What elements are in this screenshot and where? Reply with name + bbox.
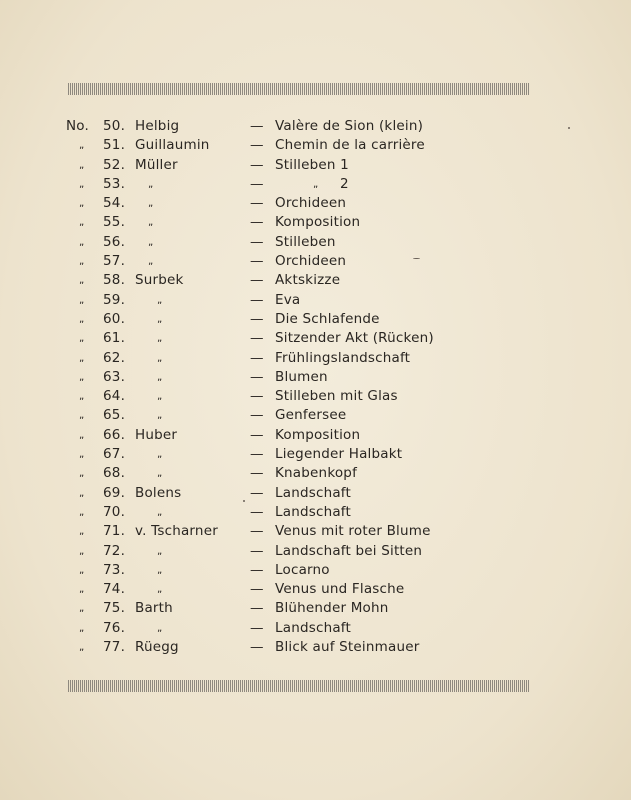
entry-dash: —	[250, 446, 264, 463]
entry-dash: —	[250, 639, 264, 656]
catalog-entry	[0, 387, 631, 406]
entry-artist: „	[157, 294, 163, 306]
entry-artist: v. Tscharner	[135, 523, 218, 540]
entry-number: 65.	[103, 407, 126, 424]
entry-artist: Helbig	[135, 118, 180, 134]
entry-number: 68.	[103, 465, 126, 482]
entry-artist: „	[157, 391, 163, 403]
entry-dash: —	[250, 523, 264, 540]
entry-prefix: „	[79, 159, 85, 171]
entry-dash: —	[250, 118, 264, 134]
entry-artist: „	[157, 410, 163, 422]
catalog-entry	[0, 599, 631, 618]
entry-number: 59.	[103, 291, 126, 308]
entry-number: 52.	[103, 156, 126, 173]
entry-artist: „	[157, 313, 163, 325]
entry-number: 54.	[103, 195, 126, 212]
entry-prefix: „	[79, 449, 85, 461]
entry-prefix: „	[79, 217, 85, 229]
entry-dash: —	[250, 272, 264, 289]
entry-artist: Surbek	[135, 272, 184, 289]
entry-artist: „	[157, 371, 163, 383]
entry-prefix: „	[79, 391, 85, 403]
entry-prefix: „	[79, 178, 85, 190]
entry-number: 50.	[103, 118, 126, 134]
entry-title: Blühender Mohn	[275, 600, 389, 617]
entry-number: 69.	[103, 484, 126, 501]
catalog-entry	[0, 638, 631, 657]
entry-number: 64.	[103, 388, 126, 405]
paper-speck	[243, 500, 245, 502]
catalog-entry	[0, 349, 631, 368]
entry-artist: „	[148, 198, 154, 210]
entry-dash: —	[250, 233, 264, 250]
entry-title: Aktskizze	[275, 272, 341, 289]
entry-title: „	[313, 178, 319, 190]
catalog-entry	[0, 542, 631, 561]
entry-prefix: „	[79, 352, 85, 364]
entry-dash: —	[250, 581, 264, 598]
entry-prefix: „	[79, 313, 85, 325]
entry-title: Komposition	[275, 426, 361, 443]
entry-prefix: „	[79, 506, 85, 518]
entry-title: Knabenkopf	[275, 465, 358, 482]
entry-title: Landschaft	[275, 484, 352, 501]
entry-dash: —	[250, 484, 264, 501]
entry-dash: —	[250, 561, 264, 578]
entry-title: Venus mit roter Blume	[275, 523, 431, 540]
entry-artist: „	[157, 506, 163, 518]
entry-title: Stilleben	[275, 233, 336, 250]
entry-title: Genfersee	[275, 407, 347, 424]
entry-artist: Bolens	[135, 484, 182, 501]
catalog-entry	[0, 406, 631, 425]
catalog-entry	[0, 522, 631, 541]
entry-dash: —	[250, 214, 264, 231]
catalog-entry	[0, 213, 631, 232]
entry-number: 62.	[103, 349, 126, 366]
entry-number: 67.	[103, 446, 126, 463]
bottom-decorative-rule	[68, 680, 529, 692]
entry-prefix: „	[79, 564, 85, 576]
entry-artist: „	[157, 545, 163, 557]
catalog-entry	[0, 561, 631, 580]
entry-prefix: „	[79, 256, 85, 268]
entry-dash: —	[250, 368, 264, 385]
entry-title: Liegender Halbakt	[275, 446, 403, 463]
entry-dash: —	[250, 156, 264, 173]
entry-dash: —	[250, 426, 264, 443]
entry-dash: —	[250, 407, 264, 424]
entry-title: Venus und Flasche	[275, 581, 405, 598]
top-decorative-rule	[68, 83, 529, 95]
catalog-entry	[0, 503, 631, 522]
entry-artist: „	[148, 256, 154, 268]
catalog-entry	[0, 271, 631, 290]
entry-number: 77.	[103, 639, 126, 656]
entry-number: 63.	[103, 368, 126, 385]
catalog-entry	[0, 426, 631, 445]
entry-dash: —	[250, 349, 264, 366]
entry-prefix: „	[79, 603, 85, 615]
entry-prefix: „	[79, 275, 85, 287]
entry-number: 51.	[103, 137, 126, 154]
catalog-entry	[0, 291, 631, 310]
catalog-entry	[0, 368, 631, 387]
entry-title: Die Schlafende	[275, 310, 380, 327]
entry-title-extra: 2	[340, 175, 349, 192]
catalog-entry	[0, 194, 631, 213]
paper-speck	[413, 258, 420, 259]
entry-artist: „	[157, 622, 163, 634]
entry-title: Valère de Sion (klein)	[275, 118, 424, 134]
entry-dash: —	[250, 542, 264, 559]
entry-artist: „	[148, 178, 154, 190]
entry-dash: —	[250, 291, 264, 308]
entry-prefix: „	[79, 526, 85, 538]
catalog-entry	[0, 233, 631, 252]
entry-prefix: No.	[66, 118, 90, 134]
entry-artist: Huber	[135, 426, 178, 443]
entry-prefix: „	[79, 487, 85, 499]
catalog-entry	[0, 310, 631, 329]
entry-artist: „	[157, 564, 163, 576]
entry-dash: —	[250, 330, 264, 347]
catalog-entry	[0, 329, 631, 348]
entry-number: 74.	[103, 581, 126, 598]
entry-dash: —	[250, 175, 264, 192]
entry-title: Eva	[275, 291, 301, 308]
entry-prefix: „	[79, 236, 85, 248]
entry-number: 55.	[103, 214, 126, 231]
entry-title: Sitzender Akt (Rücken)	[275, 330, 434, 347]
entry-title: Stilleben 1	[275, 156, 349, 173]
entry-artist: „	[157, 352, 163, 364]
entry-number: 53.	[103, 175, 126, 192]
entry-title: Blick auf Steinmauer	[275, 639, 420, 656]
catalog-entry	[0, 117, 631, 136]
catalog-entry	[0, 445, 631, 464]
entry-artist: „	[148, 236, 154, 248]
entry-artist: „	[148, 217, 154, 229]
entry-title: Stilleben mit Glas	[275, 388, 398, 405]
catalog-list	[0, 117, 631, 657]
catalog-entry	[0, 464, 631, 483]
entry-number: 73.	[103, 561, 126, 578]
entry-number: 60.	[103, 310, 126, 327]
entry-dash: —	[250, 310, 264, 327]
entry-number: 75.	[103, 600, 126, 617]
entry-prefix: „	[79, 584, 85, 596]
entry-number: 61.	[103, 330, 126, 347]
entry-title: Orchideen	[275, 195, 347, 212]
entry-title: Blumen	[275, 368, 328, 385]
entry-prefix: „	[79, 333, 85, 345]
entry-title: Chemin de la carrière	[275, 137, 425, 154]
entry-prefix: „	[79, 371, 85, 383]
entry-artist: „	[157, 333, 163, 345]
entry-title: Locarno	[275, 561, 330, 578]
entry-title: Landschaft	[275, 619, 352, 636]
entry-number: 58.	[103, 272, 126, 289]
entry-dash: —	[250, 600, 264, 617]
entry-number: 66.	[103, 426, 126, 443]
entry-number: 76.	[103, 619, 126, 636]
catalog-entry	[0, 580, 631, 599]
entry-prefix: „	[79, 198, 85, 210]
entry-artist: Rüegg	[135, 639, 179, 656]
entry-title: Landschaft bei Sitten	[275, 542, 423, 559]
entry-number: 56.	[103, 233, 126, 250]
entry-prefix: „	[79, 140, 85, 152]
catalog-entry	[0, 136, 631, 155]
entry-dash: —	[250, 503, 264, 520]
entry-dash: —	[250, 137, 264, 154]
entry-prefix: „	[79, 429, 85, 441]
catalog-entry	[0, 252, 631, 271]
entry-dash: —	[250, 388, 264, 405]
entry-artist: Barth	[135, 600, 173, 617]
entry-title: Komposition	[275, 214, 361, 231]
entry-prefix: „	[79, 622, 85, 634]
catalog-entry	[0, 156, 631, 175]
catalog-entry	[0, 484, 631, 503]
entry-prefix: „	[79, 642, 85, 654]
entry-artist: „	[157, 449, 163, 461]
catalog-entry	[0, 619, 631, 638]
entry-dash: —	[250, 465, 264, 482]
entry-artist: Guillaumin	[135, 137, 210, 154]
catalog-entry	[0, 175, 631, 194]
entry-artist: „	[157, 468, 163, 480]
entry-dash: —	[250, 253, 264, 270]
entry-number: 57.	[103, 253, 126, 270]
entry-prefix: „	[79, 468, 85, 480]
entry-title: Frühlingslandschaft	[275, 349, 411, 366]
entry-dash: —	[250, 619, 264, 636]
entry-title: Landschaft	[275, 503, 352, 520]
paper-speck	[568, 127, 570, 129]
entry-prefix: „	[79, 294, 85, 306]
entry-number: 70.	[103, 503, 126, 520]
entry-number: 72.	[103, 542, 126, 559]
entry-artist: Müller	[135, 156, 178, 173]
entry-title: Orchideen	[275, 253, 347, 270]
entry-number: 71.	[103, 523, 126, 540]
entry-artist: „	[157, 584, 163, 596]
entry-dash: —	[250, 195, 264, 212]
entry-prefix: „	[79, 410, 85, 422]
entry-prefix: „	[79, 545, 85, 557]
